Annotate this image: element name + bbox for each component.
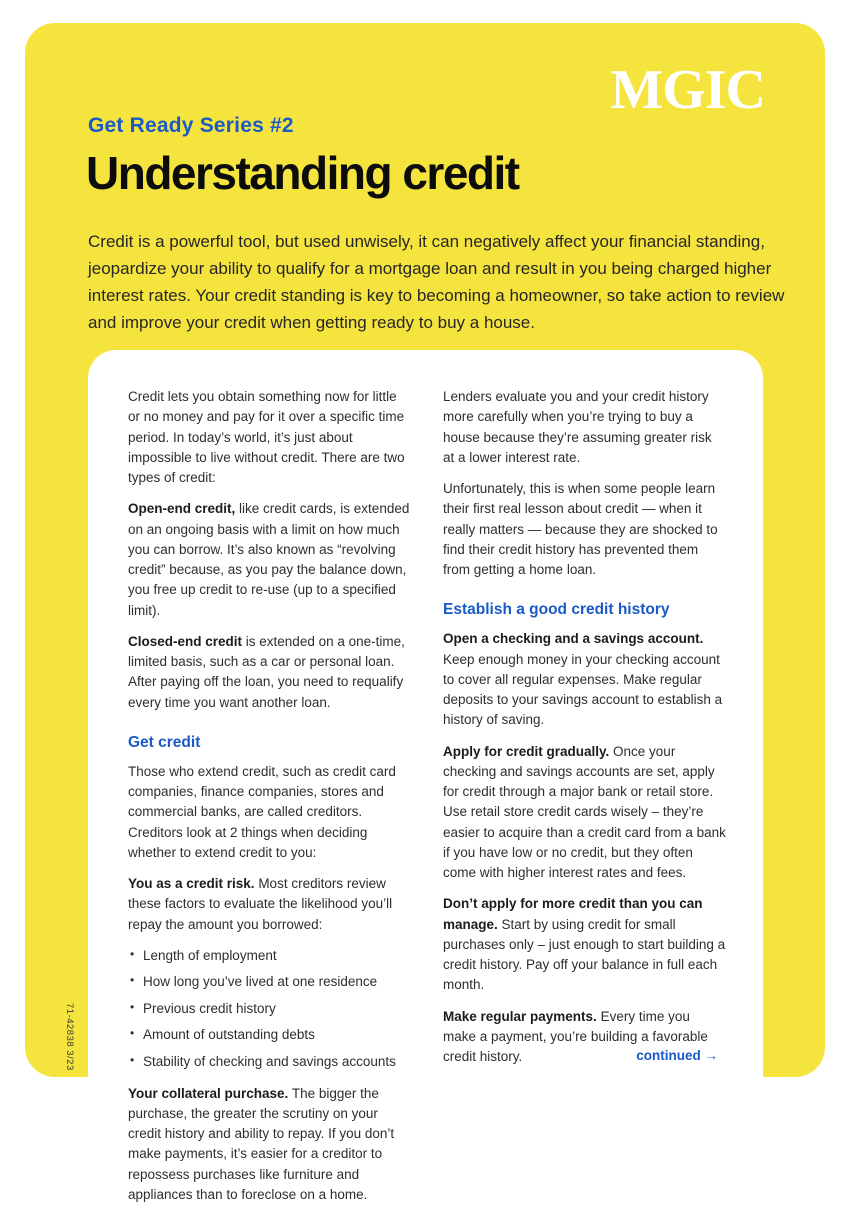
list-item: • How long you’ve lived at one residence	[130, 973, 378, 990]
paragraph-open-accounts: Open a checking and a savings account. Keep enough money in your checking account to cover all regular expenses. Make regular deposits to your savings account to establish a history of saving.	[443, 631, 723, 728]
bullet-icon: •	[130, 946, 135, 961]
paragraph-credit-overview: Credit lets you obtain something now for little or no money and pay for it over a specific time period. In today’s world, it’s just about impossible to live without credit. There are two types of credit:	[128, 389, 405, 485]
mgic-logo: MGIC	[610, 59, 765, 121]
paragraph-open-end-credit: Open-end credit, like credit cards, is extended on an ongoing basis with a limit on how much you can borrow. It’s also known as “revolving credit” because, as you pay the balance down, you free up credit to re-use (up to a specified limit).	[128, 501, 410, 618]
paragraph-lenders-evaluate: Lenders evaluate you and your credit history more carefully when you’re trying to buy a house because they’re assuming greater risk at a lower interest rate.	[443, 389, 712, 465]
list-item: • Length of employment	[130, 946, 277, 963]
lead-dont-overapply: Don’t apply for more credit than you can manage.	[443, 896, 703, 932]
left-column	[128, 387, 411, 1216]
bullet-icon: •	[130, 999, 135, 1014]
lead-collateral-purchase: Your collateral purchase.	[128, 1085, 289, 1101]
document-code: 71-42838 3/23	[64, 1003, 75, 1071]
bullet-icon: •	[130, 1053, 135, 1067]
lead-open-end-credit: Open-end credit,	[128, 501, 236, 517]
lead-open-accounts: Open a checking and a savings account.	[443, 631, 704, 647]
paragraph-credit-risk: You as a credit risk. Most creditors review these factors to evaluate the likelihood you’ll repay the amount you borrowed:	[128, 876, 393, 932]
page-title: Understanding credit	[86, 147, 519, 199]
paragraph-first-lesson: Unfortunately, this is when some people learn their first real lesson about credit — when it really matters — because they are shocked to find their credit history has prevented them from getting a home loan.	[443, 481, 718, 577]
paragraph-regular-payments: Make regular payments. Every time you make a payment, you’re building a favorable credit history.	[443, 1008, 708, 1064]
credit-risk-factor-list	[128, 946, 411, 1072]
bullet-icon: •	[130, 1026, 135, 1041]
lead-apply-gradually: Apply for credit gradually.	[443, 743, 610, 759]
lead-credit-risk: You as a credit risk.	[128, 876, 255, 891]
paragraph-apply-gradually: Apply for credit gradually. Once your checking and savings accounts are set, apply for credit through a major bank or retail store. Use retail store credit cards wisely – they’re easier to acquire than a credit card from a bank if you have low or no credit, but they often come with higher interest rates and fees.	[443, 743, 726, 880]
series-label: Get Ready Series #2	[88, 114, 294, 137]
bullet-icon: •	[130, 973, 135, 988]
heading-get-credit: Get credit	[128, 733, 201, 751]
paragraph-collateral-purchase: Your collateral purchase. The bigger the purchase, the greater the scrutiny on your credit history and ability to repay. If you don’t make payments, it’s easier for a creditor to repossess purchases like furniture and appliances than to foreclose on a home.	[128, 1085, 395, 1202]
list-item: • Previous credit history	[130, 999, 276, 1016]
content-card	[88, 350, 763, 1202]
list-item: • Stability of checking and savings accounts	[130, 1053, 396, 1069]
lead-regular-payments: Make regular payments.	[443, 1008, 597, 1024]
continued-link[interactable]: continued →	[636, 1048, 718, 1063]
list-item: • Amount of outstanding debts	[130, 1026, 315, 1043]
right-column	[443, 387, 726, 1078]
paragraph-closed-end-credit: Closed-end credit is extended on a one-time, limited basis, such as a car or personal loan. After paying off the loan, you need to requalify every time you want another loan.	[128, 633, 405, 710]
paragraph-creditors: Those who extend credit, such as credit card companies, finance companies, stores and commercial banks, are called creditors. Creditors look at 2 things when deciding whether to extend credit to you:	[128, 763, 396, 860]
intro-paragraph: Credit is a powerful tool, but used unwisely, it can negatively affect your financial standing, jeopardize your ability to qualify for a mortgage loan and result in you being charged higher interest rates. Your credit standing is key to becoming a homeowner, so take action to review and improve your credit when getting ready to buy a house.	[88, 232, 785, 332]
paragraph-dont-overapply: Don’t apply for more credit than you can manage. Start by using credit for small purchases only – just enough to start building a credit history. Pay off your balance in full each month.	[443, 896, 726, 993]
lead-closed-end-credit: Closed-end credit	[128, 633, 243, 649]
heading-establish-credit-history: Establish a good credit history	[443, 601, 670, 619]
